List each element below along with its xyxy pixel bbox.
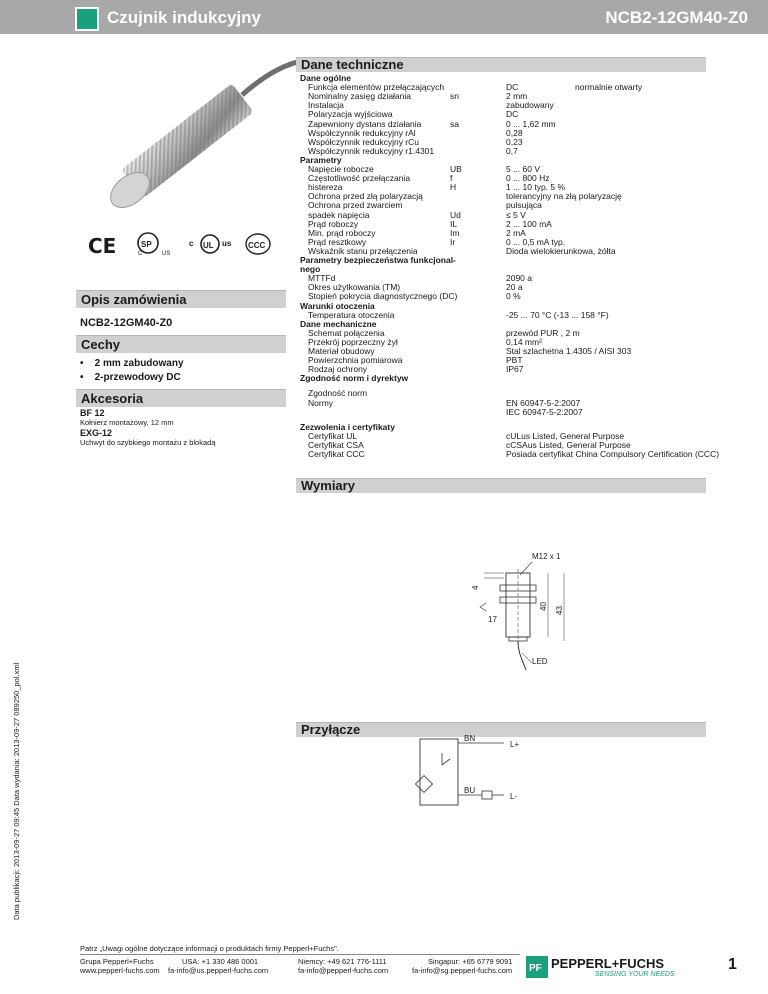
spec-symbol: Ir xyxy=(450,236,456,247)
spec-value: 2 mm xyxy=(506,91,528,102)
spec-label: Nominalny zasięg działania xyxy=(308,91,412,102)
dimensions-heading: Wymiary xyxy=(296,478,706,493)
footer-group: Grupa Pepperl+Fuchs xyxy=(80,957,154,966)
spec-symbol: Im xyxy=(450,227,460,238)
spec-label: Materiał obudowy xyxy=(308,346,375,356)
spec-label: Ochrona przed zwarciem xyxy=(308,200,403,211)
spec-label: Wskaźnik stanu przełączenia xyxy=(308,245,418,256)
order-heading: Opis zamówienia xyxy=(76,290,286,308)
footer-divider xyxy=(80,954,520,955)
spec-label: Normy xyxy=(308,397,334,408)
footer-de-phone: Niemcy: +49 621 776-1111 xyxy=(298,957,387,966)
spec-label: Napięcie robocze xyxy=(308,164,374,174)
spec-label: MTTFd xyxy=(308,273,336,284)
spec-label: Dane ogólne xyxy=(300,73,352,83)
spec-symbol: Ud xyxy=(450,209,461,220)
spec-label: Temperatura otoczenia xyxy=(308,309,395,320)
spec-value: 1 ... 10 typ. 5 % xyxy=(506,182,566,193)
spec-label: Prąd resztkowy xyxy=(308,236,367,247)
spec-value: ≤ 5 V xyxy=(506,209,526,220)
spec-value: 2090 a xyxy=(506,273,532,284)
pepperl-fuchs-logo-icon xyxy=(526,956,548,978)
spec-label: Parametry bezpieczeństwa funkcjonal- xyxy=(300,255,456,265)
lminus-label: L- xyxy=(510,792,518,801)
dim-4-label: 4 xyxy=(471,585,480,590)
led-label: LED xyxy=(532,657,548,666)
spec-label: Min. prąd roboczy xyxy=(308,227,376,238)
spec-value: 0 ... 800 Hz xyxy=(506,173,550,184)
dim-40-label: 40 xyxy=(539,602,548,611)
svg-text:SP: SP xyxy=(141,240,152,249)
spec-value: 2 mA xyxy=(506,227,526,238)
ccc-logo-icon xyxy=(244,232,274,258)
accessory-desc: Uchwyt do szybkiego montażu z blokadą xyxy=(80,438,216,447)
spec-value: pulsująca xyxy=(506,200,542,211)
features-heading: Cechy xyxy=(76,335,286,353)
spec-row xyxy=(300,449,720,459)
dim-43-label: 43 xyxy=(555,606,564,615)
bn-label: BN xyxy=(464,735,476,743)
spec-value: 0 % xyxy=(506,291,521,302)
spec-value: PBT xyxy=(506,355,523,366)
spec-value: 0 ... 1,62 mm xyxy=(506,118,556,129)
spec-label: histereza xyxy=(308,182,343,193)
spec-value: zabudowany xyxy=(506,100,554,111)
spec-label: Stopień pokrycia diagnostycznego (DC) xyxy=(308,291,458,302)
spec-label: Certyfikat CSA xyxy=(308,439,364,450)
spec-value: 0,14 mm² xyxy=(506,336,542,347)
footer-usa-mail: fa-info@us.pepperl-fuchs.com xyxy=(168,966,269,975)
order-code: NCB2-12GM40-Z0 xyxy=(80,317,173,329)
feature-item: • 2-przewodowy DC xyxy=(80,372,181,383)
ce-mark-icon: CE xyxy=(88,234,117,258)
spec-label: Powierzchnia pomiarowa xyxy=(308,355,403,366)
accessories-heading: Akcesoria xyxy=(76,389,286,407)
svg-text:CCC: CCC xyxy=(248,241,266,250)
footer-sg-mail: fa-info@sg.pepperl-fuchs.com xyxy=(412,966,513,975)
spec-value: cCSAus Listed, General Purpose xyxy=(506,439,631,450)
spec-symbol: H xyxy=(450,182,457,193)
spec-value: 2 ... 100 mA xyxy=(506,218,552,229)
spec-label: Warunki otoczenia xyxy=(300,300,375,311)
spec-value: Dioda wielokierunkowa, żółta xyxy=(506,245,616,256)
dim-17-label: 17 xyxy=(488,615,497,624)
spec-value: -25 ... 70 °C (-13 ... 158 °F) xyxy=(506,309,609,320)
spec-label: Parametry xyxy=(300,154,342,165)
lplus-label: L+ xyxy=(510,740,520,749)
accessory-name: BF 12 xyxy=(80,408,105,418)
spec-value: DC xyxy=(506,82,519,93)
ul-us-label: us xyxy=(222,239,232,248)
svg-text:UL: UL xyxy=(203,241,214,250)
spec-label: Częstotliwość przełączania xyxy=(308,173,411,184)
feature-item: • 2 mm zabudowany xyxy=(80,358,184,369)
spec-label: nego xyxy=(300,264,321,275)
spec-label: Dane mechaniczne xyxy=(300,318,377,329)
spec-label: Okres użytkowania (TM) xyxy=(308,282,401,293)
spec-label: Współczynnik redukcyjny rCu xyxy=(308,136,420,147)
spec-value: cULus Listed, General Purpose xyxy=(506,430,625,441)
spec-value: IEC 60947-5-2:2007 xyxy=(506,406,583,417)
footer-de-mail: fa-info@pepperl-fuchs.com xyxy=(298,966,389,975)
footer-usa-phone: USA: +1 330 486 0001 xyxy=(182,957,259,966)
csa-us-label: US xyxy=(162,251,171,257)
spec-symbol: UB xyxy=(450,164,462,174)
spec-label: Schemat połączenia xyxy=(308,327,385,338)
spec-label: Przekrój poprzeczny żył xyxy=(308,336,398,347)
spec-label: Ochrona przed złą polaryzacją xyxy=(308,191,423,202)
model-number: NCB2-12GM40-Z0 xyxy=(605,8,748,27)
footer-note: Patrz „Uwagi ogólne dotyczące informacji o produktach firmy Pepperl+Fuchs". xyxy=(80,944,339,953)
dimension-drawing xyxy=(460,545,580,675)
thread-label: M12 x 1 xyxy=(532,552,561,561)
page-number: 1 xyxy=(728,956,737,973)
spec-value: DC xyxy=(506,109,519,120)
footer-sg-phone: Singapur: +65 6779 9091 xyxy=(428,957,513,966)
spec-value: 5 ... 60 V xyxy=(506,164,541,174)
spec-label: Funkcja elementów przełączających xyxy=(308,82,445,93)
spec-symbol: sn xyxy=(450,91,459,102)
brand-name: PEPPERL+FUCHS xyxy=(551,956,665,971)
csa-c-label: C xyxy=(138,251,143,257)
spec-label: Polaryzacja wyjściowa xyxy=(308,109,393,120)
accessory-name: EXG-12 xyxy=(80,428,113,438)
svg-text:PF: PF xyxy=(529,963,542,974)
tech-heading: Dane techniczne xyxy=(296,57,706,72)
spec-label: Współczynnik redukcyjny r1.4301 xyxy=(308,145,435,156)
spec-value: przewód PUR , 2 m xyxy=(506,327,580,338)
spec-value: 20 a xyxy=(506,282,523,293)
publication-info: Data publikacji: 2013-09-27 09:45 Data wydania: 2013-09-27 089250_pol.xml xyxy=(12,662,21,920)
spec-label: Współczynnik redukcyjny rAl xyxy=(308,127,416,138)
spec-label: Zgodność norm i dyrektyw xyxy=(300,373,409,384)
spec-label: Prąd roboczy xyxy=(308,218,359,229)
spec-row xyxy=(300,407,700,417)
spec-symbol: f xyxy=(450,173,453,184)
accessory-desc: Kołnierz montażowy, 12 mm xyxy=(80,418,174,427)
wiring-diagram xyxy=(412,735,542,815)
ul-c-label: c xyxy=(189,239,194,248)
spec-label: Instalacja xyxy=(308,100,344,111)
spec-label: Rodzaj ochrony xyxy=(308,364,368,375)
spec-label: spadek napięcia xyxy=(308,209,370,220)
spec-symbol: IL xyxy=(450,218,458,229)
spec-label: Certyfikat CCC xyxy=(308,449,365,459)
spec-symbol: sa xyxy=(450,118,459,129)
spec-value-secondary: normalnie otwarty xyxy=(575,82,643,93)
spec-value: 0 ... 0,5 mA typ. xyxy=(506,236,566,247)
bu-label: BU xyxy=(464,786,476,795)
footer-web: www.pepperl-fuchs.com xyxy=(80,966,160,975)
page-title: Czujnik indukcyjny xyxy=(107,8,261,27)
spec-value: Stal szlachetna 1.4305 / AISI 303 xyxy=(506,346,632,356)
spec-value: 0,23 xyxy=(506,136,523,147)
spec-value: tolerancyjny na złą polaryzację xyxy=(506,191,622,202)
product-photo xyxy=(92,55,312,235)
spec-label: Zezwolenia i certyfikaty xyxy=(300,421,395,432)
spec-value: IP67 xyxy=(506,364,524,375)
spec-value: 0,7 xyxy=(506,145,518,156)
spec-group-heading xyxy=(300,373,700,383)
spec-label: Zgodność norm xyxy=(308,388,368,399)
spec-value: EN 60947-5-2:2007 xyxy=(506,397,581,408)
brand-square-icon xyxy=(75,7,99,31)
connection-heading: Przyłącze xyxy=(296,722,706,737)
brand-slogan: SENSING YOUR NEEDS xyxy=(595,971,675,978)
spec-value: 0,28 xyxy=(506,127,523,138)
spec-label: Zapewniony dystans działania xyxy=(308,118,422,129)
spec-value: Posiada certyfikat China Compulsory Certification (CCC) xyxy=(506,449,720,459)
spec-label: Certyfikat UL xyxy=(308,430,358,441)
